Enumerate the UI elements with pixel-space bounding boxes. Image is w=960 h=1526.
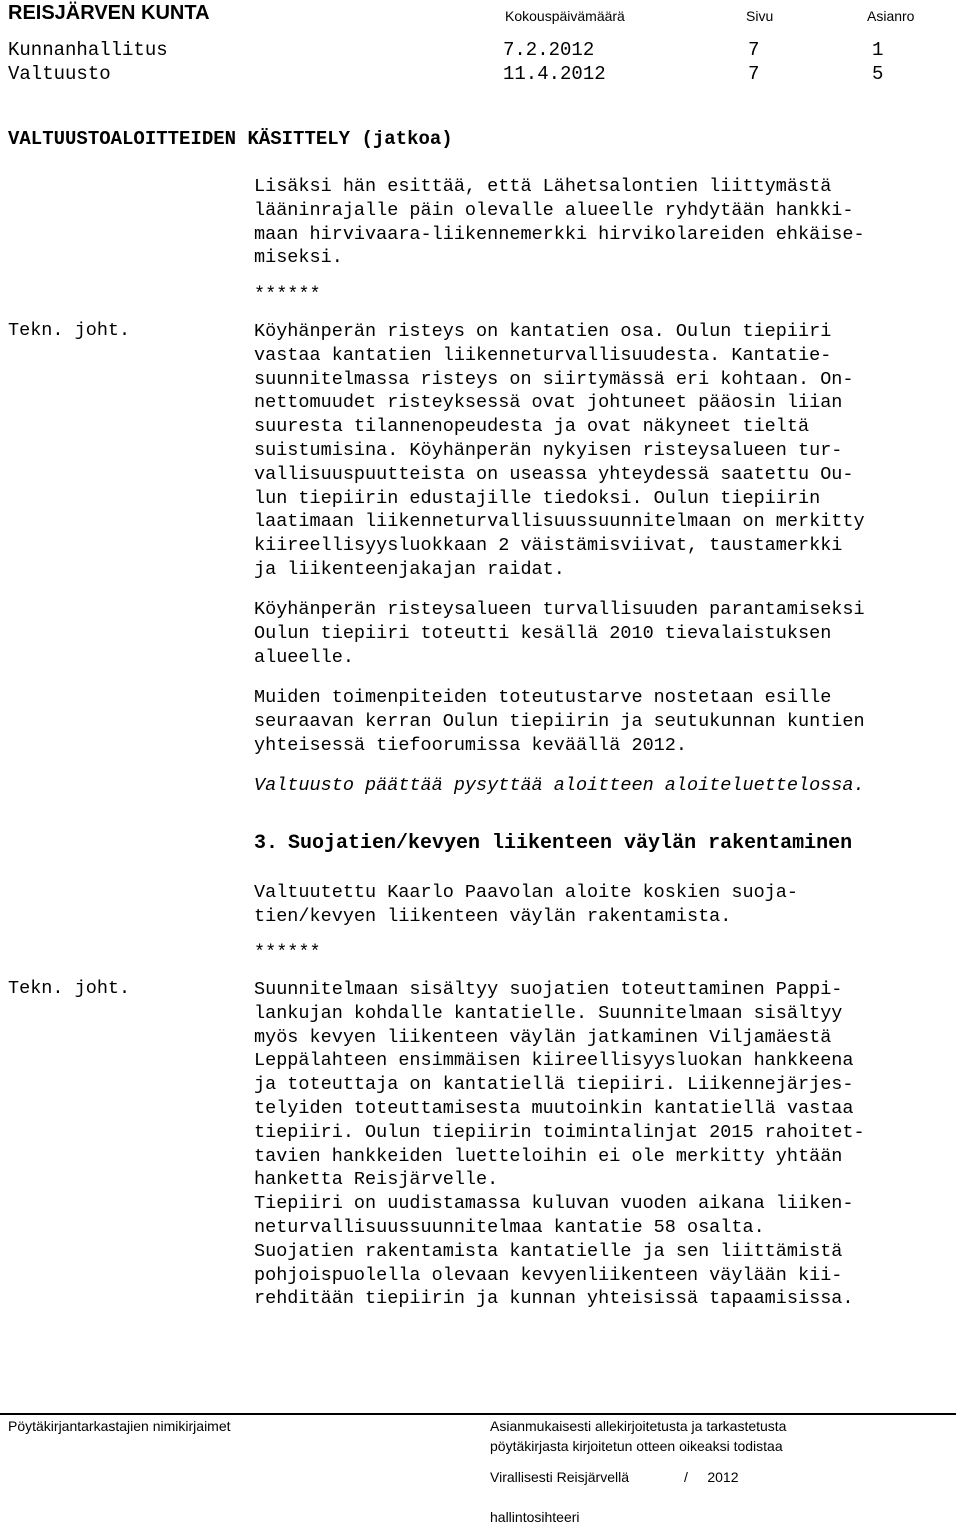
section-number: 3. [254,832,279,855]
text-line: lun tiepiirin edustajille tiedoksi. Oulun tiepiirin [254,487,821,509]
header-row-date: 7.2.2012 [503,39,595,61]
text-line: miseksi. [254,247,343,269]
paragraph-intro [254,175,954,270]
separator-stars: ****** [254,284,321,305]
text-line: ja liikenteenjakajan raidat. [254,558,565,580]
text-line: tavien hankkeiden luetteloihin ei ole merkitty yhtään [254,1145,843,1167]
header-row-item: 1 [872,39,884,61]
margin-label: Tekn. joht. [8,978,131,999]
text-line: maan hirvivaara-liikennemerkki hirvikolareiden ehkäise- [254,223,865,245]
footer-inspectors-initials: Pöytäkirjantarkastajien nimikirjaimet [8,1418,231,1434]
text-line: suuresta tilannenopeudesta ja ovat näkyneet tieltä [254,416,810,438]
text-line: Muiden toimenpiteiden toteutustarve nostetaan esille [254,687,832,708]
footer-divider [0,1413,956,1415]
text-line: myös kevyen liikenteen väylän jatkaminen Viljamäestä [254,1026,832,1048]
text-line: Lisäksi hän esittää, että Lähetsalontien liittymästä [254,176,832,197]
text-line: laatimaan liikenneturvallisuussuunnitelmaan on merkitty [254,511,865,533]
header-row-item: 5 [872,63,884,85]
paragraph-lighting [254,598,954,669]
text-line: ja toteuttaja on kantatiellä tiepiiri. Liikennejärjes- [254,1074,854,1096]
footer-role: hallintosihteeri [490,1509,580,1525]
text-line: kiireellisyysluokkaan 2 väistämisviivat, taustamerkki [254,535,843,557]
text-line: rehditään tiepiirin ja kunnan yhteisissä tapaamisissa. [254,1288,854,1310]
organization-name: REISJÄRVEN KUNTA [8,2,210,24]
header-row-page: 7 [748,63,760,85]
text-line: Suojatien rakentamista kantatielle ja sen liittämistä [254,1240,843,1262]
decision [254,774,954,798]
text-line: seuraavan kerran Oulun tiepiirin ja seutukunnan kuntien [254,710,865,732]
separator-stars: ****** [254,942,321,963]
section-title: Suojatien/kevyen liikenteen väylän rakentaminen [288,832,853,855]
footer-place: Virallisesti Reisjärvellä [490,1469,630,1485]
paragraph-initiative [254,881,954,929]
text-line: telyiden toteuttamisesta muutoinkin kantatiellä vastaa [254,1097,854,1119]
page-title: VALTUUSTOALOITTEIDEN KÄSITTELY (jatkoa) [8,128,453,150]
text-line: tien/kevyen liikenteen väylän rakentamista. [254,905,732,927]
page-label: Sivu [746,8,774,24]
text-line: Tiepiiri on uudistamassa kuluvan vuoden aikana liiken- [254,1193,854,1215]
text-line: nettomuudet risteyksessä ovat johtuneet pääosin liian [254,392,843,414]
text-line: lääninrajalle päin olevalle alueelle ryhdytään hankki- [254,199,854,221]
decision-text: Valtuusto päättää pysyttää aloitteen aloiteluettelossa. [254,775,865,796]
margin-label: Tekn. joht. [8,320,131,341]
text-line: alueelle. [254,646,354,668]
text-line: Köyhänperän risteys on kantatien osa. Oulun tiepiiri [254,321,832,342]
text-line: suistumisina. Köyhänperän nykyisen risteysalueen tur- [254,439,843,461]
text-line: vallisuuspuutteista on useassa yhteydessä saatettu Ou- [254,463,854,485]
text-line: tiepiiri. Oulun tiepiirin toimintalinjat 2015 rahoitet- [254,1121,865,1143]
text-line: Oulun tiepiiri toteutti kesällä 2010 tievalaistuksen [254,622,832,644]
header-row-body: Kunnanhallitus [8,39,168,61]
text-line: lankujan kohdalle kantatielle. Suunnitelmaan sisältyy [254,1002,843,1024]
footer-certification-line1: Asianmukaisesti allekirjoitetusta ja tarkastetusta [490,1418,787,1434]
text-line: neturvallisuussuunnitelmaa kantatie 58 osalta. [254,1216,765,1238]
text-line: suunnitelmassa risteys on siirtymässä eri kohtaan. On- [254,368,854,390]
footer-certification-line2: pöytäkirjasta kirjoitetun otteen oikeaksi todistaa [490,1438,783,1454]
header-row-body: Valtuusto [8,63,111,85]
text-line: Suunnitelmaan sisältyy suojatien toteuttaminen Pappi- [254,979,843,1000]
text-line: Leppälahteen ensimmäisen kiireellisyysluokan hankkeena [254,1050,854,1072]
header-row-page: 7 [748,39,760,61]
header-row-date: 11.4.2012 [503,63,606,85]
section-heading [254,832,852,855]
meeting-date-label: Kokouspäivämäärä [505,8,625,24]
paragraph-statement [254,320,954,582]
footer-date: / 2012 [684,1469,739,1485]
paragraph-plan [254,978,954,1311]
paragraph-other-measures [254,686,954,757]
text-line: vastaa kantatien liikenneturvallisuudesta. Kantatie- [254,344,832,366]
text-line: hanketta Reisjärvelle. [254,1169,499,1191]
item-number-label: Asianro [867,8,915,24]
text-line: pohjoispuolella olevaan kevyenliikenteen väylään kii- [254,1264,843,1286]
text-line: Valtuutettu Kaarlo Paavolan aloite koskien suoja- [254,882,798,903]
text-line: Köyhänperän risteysalueen turvallisuuden parantamiseksi [254,599,865,620]
text-line: yhteisessä tiefoorumissa keväällä 2012. [254,734,687,756]
